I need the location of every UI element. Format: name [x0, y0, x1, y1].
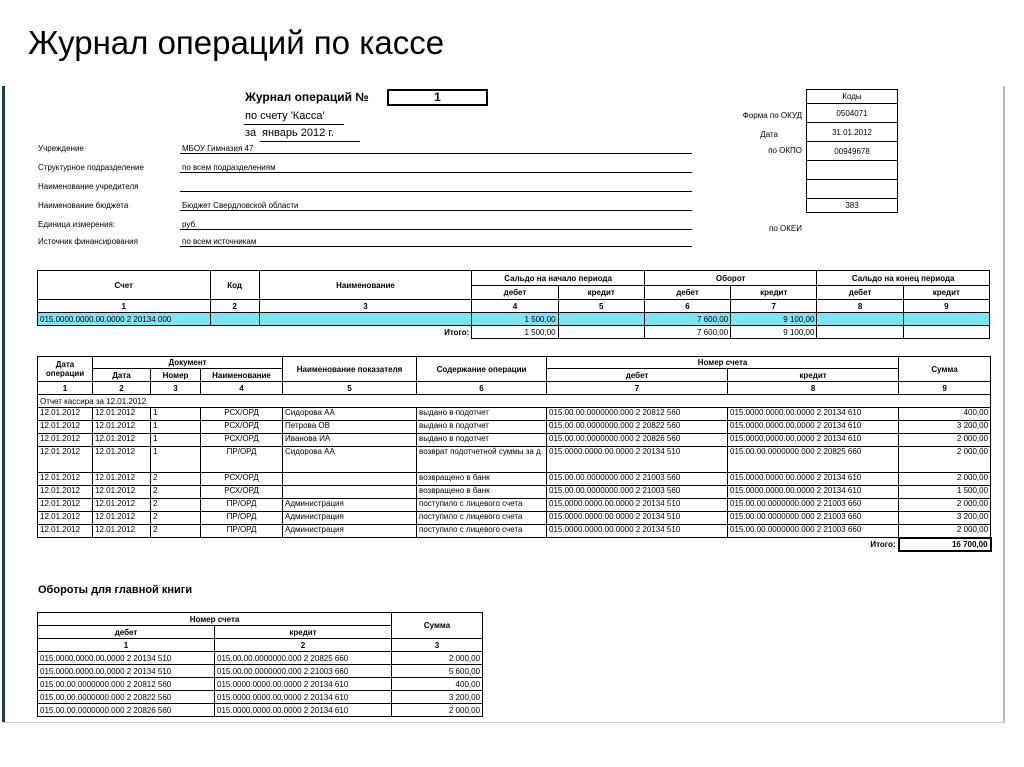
- t3-cell-credit: 015.00.00.0000000.000 2 20825 660: [215, 652, 392, 665]
- t3-row: [38, 704, 483, 717]
- t2-cell-content: возвращено в банк: [417, 473, 547, 486]
- t2-cell-debit: 015.00.00.0000000.000 2 20826 560: [547, 434, 728, 447]
- t2-cell-date: 12.01.2012: [38, 499, 93, 512]
- t2-head-indicator: Наименование показателя: [283, 357, 417, 382]
- operations-table: [37, 356, 992, 552]
- t2-cell-doc-no: 2: [151, 486, 201, 499]
- codes-empty-1: [807, 161, 898, 180]
- t2-cell-content: поступило с лицевого счета: [417, 499, 547, 512]
- okpo-label: по ОКПО: [768, 146, 802, 155]
- t2-cell-doc-name: РСХ/ОРД: [201, 408, 283, 421]
- t1-account: 015.0000.0000.00.0000 2 20134 000: [38, 313, 211, 326]
- t1-col-num: 7: [731, 300, 817, 313]
- t2-cell-credit: 015.0000.0000.00.0000 2 20134 610: [728, 421, 899, 434]
- t2-row: [38, 473, 991, 486]
- t2-cell-credit: 015.00.00.0000000.000 2 20825 660: [728, 447, 899, 473]
- t2-row: [38, 486, 991, 499]
- t3-row: [38, 691, 483, 704]
- field-label-institution: Учреждение: [38, 144, 84, 153]
- t1-total-turn-debit: 7 600,00: [644, 326, 730, 339]
- field-value-unit: руб.: [182, 220, 198, 229]
- t2-cell-date: 12.01.2012: [38, 512, 93, 525]
- t2-total-row: [38, 538, 991, 551]
- t2-row: [38, 447, 991, 473]
- t2-cell-doc-date: 12.01.2012: [93, 473, 151, 486]
- t2-total: 16 700,00: [899, 538, 991, 551]
- t2-head-document: Документ: [93, 357, 283, 369]
- t2-cell-content: выдано в подотчет: [417, 421, 547, 434]
- t2-cell-doc-date: 12.01.2012: [93, 421, 151, 434]
- t1-head-name: Наименование: [259, 271, 472, 300]
- ledger-table: [37, 612, 483, 717]
- t2-cell-credit: 015.0000.0000.00.0000 2 20134 610: [728, 473, 899, 486]
- t3-cell-sum: 2 000,00: [392, 704, 483, 717]
- t1-head-debit: дебет: [472, 286, 558, 300]
- account-line: по счету 'Касса': [245, 110, 325, 122]
- t2-row: [38, 499, 991, 512]
- t2-cell-content: поступило с лицевого счета: [417, 525, 547, 538]
- t2-cell-doc-name: РСХ/ОРД: [201, 421, 283, 434]
- codes-table: [806, 89, 898, 213]
- codes-empty-2: [807, 180, 898, 199]
- t2-row: [38, 421, 991, 434]
- t2-cell-indicator: Сидорова АА: [283, 447, 417, 473]
- t2-row: [38, 434, 991, 447]
- t2-cell-doc-no: 2: [151, 499, 201, 512]
- t1-head-credit: кредит: [731, 286, 817, 300]
- t2-cell-indicator: [283, 473, 417, 486]
- t2-cell-sum: 1 500,00: [899, 486, 991, 499]
- t2-row: [38, 512, 991, 525]
- field-value-department: по всем подразделениям: [182, 163, 276, 172]
- t3-cell-credit: 015.0000.0000.00.0000 2 20134 610: [215, 691, 392, 704]
- t2-col-num: 6: [417, 382, 547, 395]
- t2-cell-doc-date: 12.01.2012: [93, 408, 151, 421]
- field-label-budget: Наименование бюджета: [38, 201, 129, 210]
- t2-head-date: Дата операции: [38, 357, 93, 382]
- right-border-line: [1003, 86, 1005, 722]
- okei-label: по ОКЕИ: [769, 224, 802, 233]
- t1-name: [259, 313, 472, 326]
- t1-total-label: Итого:: [259, 326, 472, 339]
- t2-cell-date: 12.01.2012: [38, 434, 93, 447]
- field-value-budget: Бюджет Свердловской области: [182, 201, 299, 210]
- t1-data-row: [38, 313, 990, 326]
- t2-cell-doc-name: ПР/ОРД: [201, 499, 283, 512]
- t3-cell-debit: 015.0000.0000.00.0000 2 20134 510: [38, 652, 215, 665]
- ledger-title: Обороты для главной книги: [38, 584, 193, 596]
- t2-head-sum: Сумма: [899, 357, 991, 382]
- t2-cell-debit: 015.0000.0000.00.0000 2 20134 510: [547, 499, 728, 512]
- t2-head-credit: кредит: [728, 369, 899, 382]
- t2-cell-debit: 015.00.00.0000000.000 2 20812 560: [547, 408, 728, 421]
- t2-cell-doc-no: 1: [151, 447, 201, 473]
- t2-cell-doc-name: РСХ/ОРД: [201, 486, 283, 499]
- t2-col-num: 7: [547, 382, 728, 395]
- t2-cell-doc-no: 1: [151, 421, 201, 434]
- t1-code: [210, 313, 259, 326]
- t2-cell-date: 12.01.2012: [38, 486, 93, 499]
- t1-head-debit: дебет: [817, 286, 903, 300]
- t1-total-end-credit: [903, 326, 989, 339]
- t1-turn-debit: 7 600,00: [644, 313, 730, 326]
- t2-head-doc-name: Наименование: [201, 369, 283, 382]
- t3-head-account: Номер счета: [38, 613, 392, 626]
- t2-cell-doc-no: 1: [151, 434, 201, 447]
- t2-cell-content: выдано в подотчет: [417, 434, 547, 447]
- t2-cell-debit: 015.00.00.0000000.000 2 21003 560: [547, 473, 728, 486]
- period: январь 2012 г.: [262, 127, 335, 139]
- t2-cell-credit: 015.00.00.0000000.000 2 21003 660: [728, 525, 899, 538]
- t2-head-doc-no: Номер: [151, 369, 201, 382]
- t2-cell-debit: 015.00.00.0000000.000 2 20822 560: [547, 421, 728, 434]
- t3-col-num: 2: [215, 639, 392, 652]
- t2-cell-sum: 3 200,00: [899, 512, 991, 525]
- t1-start-debit: 1 500,00: [472, 313, 558, 326]
- t2-cell-date: 12.01.2012: [38, 421, 93, 434]
- slide-title: Журнал операций по кассе: [28, 24, 445, 61]
- bottom-border-line: [2, 722, 1005, 723]
- t3-cell-sum: 5 600,00: [392, 665, 483, 678]
- t3-cell-sum: 3 200,00: [392, 691, 483, 704]
- date-value: 31.01.2012: [807, 123, 898, 142]
- okud-value: 0504071: [807, 104, 898, 123]
- t2-cell-content: возвращено в банк: [417, 486, 547, 499]
- t1-col-num: 4: [472, 300, 558, 313]
- t3-col-num: 3: [392, 639, 483, 652]
- t1-head-credit: кредит: [558, 286, 644, 300]
- balance-table: [37, 270, 990, 339]
- t3-cell-credit: 015.0000.0000.00.0000 2 20134 610: [215, 704, 392, 717]
- t3-head-debit: дебет: [38, 626, 215, 639]
- t2-cell-credit: 015.0000.0000.00.0000 2 20134 610: [728, 486, 899, 499]
- t2-cell-sum: 2 000,00: [899, 525, 991, 538]
- t1-turn-credit: 9 100,00: [731, 313, 817, 326]
- t1-head-account: Счет: [38, 271, 211, 300]
- t2-cell-credit: 015.00.00.0000000.000 2 21003 660: [728, 512, 899, 525]
- t2-cell-sum: 2 000,00: [899, 447, 991, 473]
- t2-cell-doc-date: 12.01.2012: [93, 434, 151, 447]
- t2-row: [38, 408, 991, 421]
- t1-head-end: Сальдо на конец периода: [817, 271, 990, 286]
- t2-head-content: Содержание операции: [417, 357, 547, 382]
- t2-cell-doc-date: 12.01.2012: [93, 486, 151, 499]
- t2-cell-doc-name: ПР/ОРД: [201, 512, 283, 525]
- t2-cell-indicator: [283, 486, 417, 499]
- t2-cell-debit: 015.0000.0000.00.0000 2 20134 510: [547, 447, 728, 473]
- t2-cell-debit: 015.00.00.0000000.000 2 21003 560: [547, 486, 728, 499]
- okud-label: Форма по ОКУД: [742, 111, 802, 120]
- t2-cell-doc-no: 2: [151, 525, 201, 538]
- field-label-department: Структурное подразделение: [38, 163, 144, 172]
- field-label-unit: Единица измерения:: [38, 220, 116, 229]
- t3-cell-debit: 015.00.00.0000000.000 2 20812 560: [38, 678, 215, 691]
- t2-cell-debit: 015.0000.0000.00.0000 2 20134 510: [547, 512, 728, 525]
- t2-col-num: 1: [38, 382, 93, 395]
- t1-col-num: 8: [817, 300, 903, 313]
- t1-head-start: Сальдо на начало периода: [472, 271, 645, 286]
- t3-cell-debit: 015.00.00.0000000.000 2 20826 560: [38, 704, 215, 717]
- t1-total-start-credit: [558, 326, 644, 339]
- t3-cell-debit: 015.00.00.0000000.000 2 20822 560: [38, 691, 215, 704]
- t2-cell-content: возврат подотчетной суммы за д: [417, 447, 547, 473]
- t2-cell-date: 12.01.2012: [38, 473, 93, 486]
- t2-row: [38, 525, 991, 538]
- left-border-line: [2, 86, 5, 722]
- t1-total-end-debit: [817, 326, 903, 339]
- t2-col-num: 9: [899, 382, 991, 395]
- t2-cell-content: поступило с лицевого счета: [417, 512, 547, 525]
- t2-cell-sum: 3 200,00: [899, 421, 991, 434]
- t2-cell-doc-name: РСХ/ОРД: [201, 434, 283, 447]
- t1-end-debit: [817, 313, 903, 326]
- t1-col-num: 9: [903, 300, 989, 313]
- t3-cell-sum: 400,00: [392, 678, 483, 691]
- t1-head-credit: кредит: [903, 286, 989, 300]
- t2-col-num: 5: [283, 382, 417, 395]
- field-label-source: Источник финансирования: [38, 237, 138, 246]
- t2-cell-doc-date: 12.01.2012: [93, 447, 151, 473]
- t2-cell-credit: 015.00.00.0000000.000 2 21003 660: [728, 499, 899, 512]
- t2-col-num: 3: [151, 382, 201, 395]
- field-value-source: по всем источникам: [182, 237, 257, 246]
- field-value-institution: МБОУ Гимназия 47: [182, 144, 254, 153]
- t2-head-debit: дебет: [547, 369, 728, 382]
- t3-cell-sum: 2 000,00: [392, 652, 483, 665]
- t3-cell-credit: 015.0000.0000.00.0000 2 20134 610: [215, 678, 392, 691]
- t3-row: [38, 665, 483, 678]
- t2-total-label: Итого:: [38, 538, 899, 551]
- t2-cell-indicator: Администрация: [283, 499, 417, 512]
- t2-cell-sum: 2 000,00: [899, 434, 991, 447]
- t1-end-credit: [903, 313, 989, 326]
- t1-total-turn-credit: 9 100,00: [731, 326, 817, 339]
- t2-cell-date: 12.01.2012: [38, 408, 93, 421]
- t1-head-debit: дебет: [644, 286, 730, 300]
- t2-head-doc-date: Дата: [93, 369, 151, 382]
- t2-cell-date: 12.01.2012: [38, 447, 93, 473]
- t2-cell-indicator: Сидорова АА: [283, 408, 417, 421]
- t2-cell-doc-name: РСХ/ОРД: [201, 473, 283, 486]
- journal-label: Журнал операций №: [245, 90, 369, 104]
- t2-cell-credit: 015.0000.0000.00.0000 2 20134 610: [728, 408, 899, 421]
- t3-col-num: 1: [38, 639, 215, 652]
- t2-cell-indicator: Администрация: [283, 512, 417, 525]
- t1-total-row: [38, 326, 990, 339]
- t1-col-num: 2: [210, 300, 259, 313]
- okpo-value: 00949678: [807, 142, 898, 161]
- t2-col-num: 2: [93, 382, 151, 395]
- t2-section: Отчет кассира за 12.01.2012: [38, 395, 991, 408]
- t2-cell-sum: 400,00: [899, 408, 991, 421]
- t3-cell-credit: 015.00.00.0000000.000 2 21003 660: [215, 665, 392, 678]
- t1-col-num: 3: [259, 300, 472, 313]
- t2-cell-indicator: Администрация: [283, 525, 417, 538]
- field-label-founder: Наименование учредителя: [38, 182, 139, 191]
- codes-title: Коды: [807, 90, 898, 104]
- t1-head-code: Код: [210, 271, 259, 300]
- t1-total-start-debit: 1 500,00: [472, 326, 558, 339]
- t3-head-credit: кредит: [215, 626, 392, 639]
- t1-col-num: 6: [644, 300, 730, 313]
- t2-cell-doc-no: 1: [151, 408, 201, 421]
- t2-cell-indicator: Иванова ИА: [283, 434, 417, 447]
- t2-cell-debit: 015.0000.0000.00.0000 2 20134 510: [547, 525, 728, 538]
- t2-cell-doc-no: 2: [151, 473, 201, 486]
- t2-cell-credit: 015.0000.0000.00.0000 2 20134 610: [728, 434, 899, 447]
- t3-row: [38, 678, 483, 691]
- t2-cell-content: выдано в подотчет: [417, 408, 547, 421]
- t2-cell-doc-no: 2: [151, 512, 201, 525]
- t2-cell-date: 12.01.2012: [38, 525, 93, 538]
- t2-cell-doc-date: 12.01.2012: [93, 525, 151, 538]
- t2-cell-sum: 2 000,00: [899, 473, 991, 486]
- journal-number: 1: [387, 89, 488, 106]
- okei-value: 383: [807, 199, 898, 213]
- t1-col-num: 1: [38, 300, 211, 313]
- t1-start-credit: [558, 313, 644, 326]
- t2-col-num: 8: [728, 382, 899, 395]
- t2-head-account: Номер счета: [547, 357, 899, 369]
- t2-cell-doc-date: 12.01.2012: [93, 512, 151, 525]
- t3-row: [38, 652, 483, 665]
- t2-cell-doc-date: 12.01.2012: [93, 499, 151, 512]
- t1-col-num: 5: [558, 300, 644, 313]
- period-prefix: за: [245, 127, 257, 139]
- t3-cell-debit: 015.0000.0000.00.0000 2 20134 510: [38, 665, 215, 678]
- t3-head-sum: Сумма: [392, 613, 483, 639]
- t2-cell-doc-name: ПР/ОРД: [201, 447, 283, 473]
- t1-head-turnover: Оборот: [644, 271, 817, 286]
- date-label: Дата: [760, 130, 778, 139]
- t2-col-num: 4: [201, 382, 283, 395]
- t2-cell-indicator: Петрова ОВ: [283, 421, 417, 434]
- t2-cell-sum: 2 000,00: [899, 499, 991, 512]
- t2-cell-doc-name: ПР/ОРД: [201, 525, 283, 538]
